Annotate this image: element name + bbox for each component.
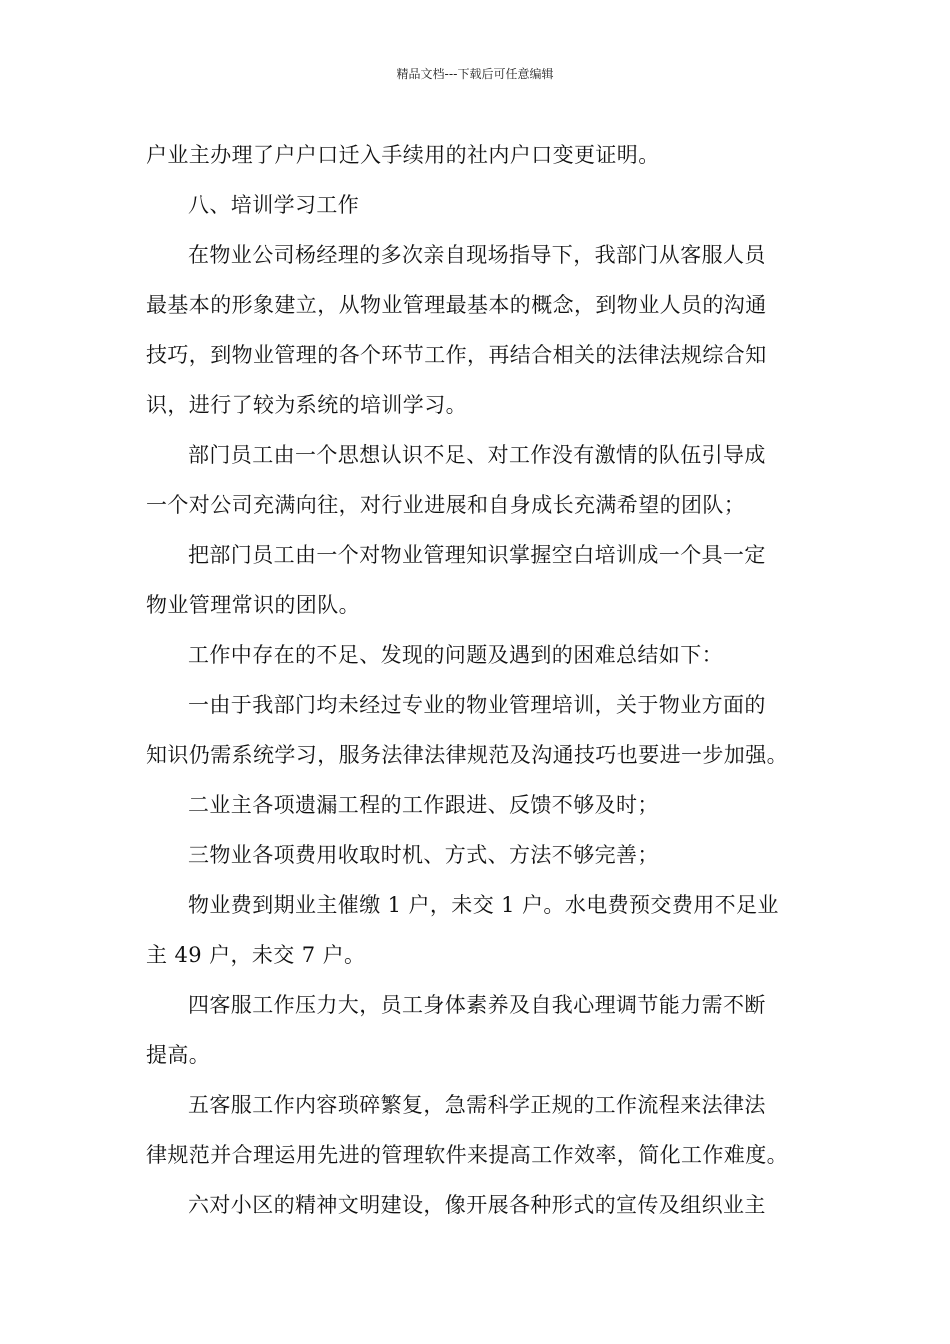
text-line: 物业管理常识的团队。: [146, 593, 360, 617]
text-line: 识，进行了较为系统的培训学习。: [146, 393, 467, 417]
section-heading: 八、培训学习工作: [188, 193, 360, 217]
text-line: 一由于我部门均未经过专业的物业管理培训，关于物业方面的: [188, 693, 766, 717]
text-line: 三物业各项费用收取时机、方式、方法不够完善；: [188, 843, 659, 867]
document-body: [146, 130, 808, 1230]
text-line: 物业费到期业主催缴 1 户，未交 1 户。水电费预交费用不足业: [188, 893, 779, 917]
page-header: 精品文档---下载后可任意编辑: [396, 67, 554, 81]
text-line: 主 49 户，未交 7 户。: [146, 943, 366, 967]
text-line: 五客服工作内容琐碎繁复，急需科学正规的工作流程来法律法: [188, 1093, 766, 1117]
text-line: 部门员工由一个思想认识不足、对工作没有激情的队伍引导成: [188, 443, 766, 467]
text-line: 一个对公司充满向往，对行业进展和自身成长充满希望的团队；: [146, 493, 746, 517]
text-line: 把部门员工由一个对物业管理知识掌握空白培训成一个具一定: [188, 543, 766, 567]
text-line: 户业主办理了户户口迁入手续用的社内户口变更证明。: [146, 143, 660, 167]
text-line: 最基本的形象建立，从物业管理最基本的概念，到物业人员的沟通: [146, 293, 767, 317]
text-line: 在物业公司杨经理的多次亲自现场指导下，我部门从客服人员: [188, 243, 766, 267]
text-line: 技巧，到物业管理的各个环节工作，再结合相关的法律法规综合知: [146, 343, 767, 367]
text-line: 工作中存在的不足、发现的问题及遇到的困难总结如下：: [188, 643, 723, 667]
text-line: 二业主各项遗漏工程的工作跟进、反馈不够及时；: [188, 793, 659, 817]
text-line: 六对小区的精神文明建设，像开展各种形式的宣传及组织业主: [188, 1193, 766, 1217]
text-line: 四客服工作压力大，员工身体素养及自我心理调节能力需不断: [188, 993, 766, 1017]
text-line: 提高。: [146, 1043, 211, 1067]
text-line: 知识仍需系统学习，服务法律法律规范及沟通技巧也要进一步加强。: [146, 743, 788, 767]
text-line: 律规范并合理运用先进的管理软件来提高工作效率，简化工作难度。: [146, 1143, 788, 1167]
